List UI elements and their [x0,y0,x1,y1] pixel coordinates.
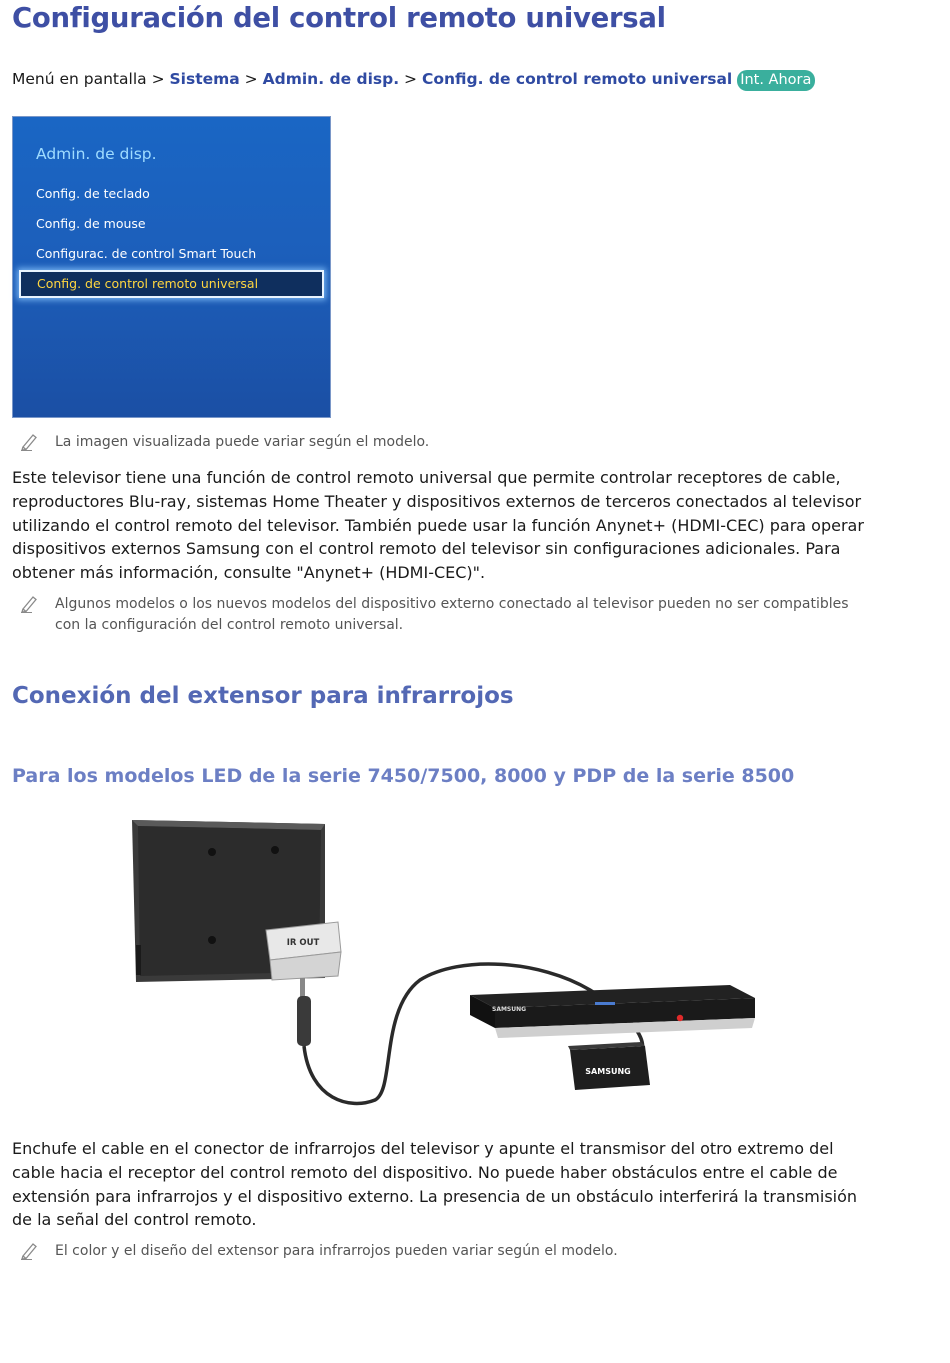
ir-out-label: IR OUT [286,938,320,948]
breadcrumb [12,68,815,91]
page-title: Configuración del control remoto universal [12,2,666,34]
tv-menu-title: Admin. de disp. [36,145,157,163]
breadcrumb-link-sistema[interactable]: Sistema [169,70,240,88]
external-device [470,985,755,1038]
breadcrumb-prefix: Menú en pantalla [12,70,147,88]
transmitter-brand-label: SAMSUNG [585,1067,631,1076]
section-title-ir-extender: Conexión del extensor para infrarrojos [12,683,514,709]
ir-transmitter [568,1042,650,1090]
breadcrumb-separator: > [244,70,258,88]
pencil-note-icon [20,1242,38,1260]
tv-menu-item-universal-remote-selected: Config. de control remoto universal [19,270,324,298]
tv-menu-item-mouse: Config. de mouse [36,216,146,231]
breadcrumb-link-universal-remote[interactable]: Config. de control remoto universal [421,70,733,88]
tv-menu-item-keyboard: Config. de teclado [36,186,150,201]
ir-extender-connection-illustration [120,810,770,1120]
intro-paragraph: Este televisor tiene una función de control remoto universal que permite controlar receptores de cable, reproductores Blu-ray, sistemas Home Theater y dispositivos externos de terceros conectados al televisor utilizando el control remoto del televisor. También puede usar la función Anynet+ (HDMI-CEC) para operar dispositivos externos Samsung con el control remoto del televisor sin configuraciones adicionales. Para obtener más información, consulte "Anynet+ (HDMI-CEC)". [12,468,864,583]
device-brand-label: SAMSUNG [492,1006,527,1013]
pencil-note-icon [20,433,38,451]
note-text: El color y el diseño del extensor para infrarrojos pueden variar según el modelo. [55,1243,618,1259]
pencil-note-icon [20,595,38,613]
tv-menu-item-smart-touch: Configurac. de control Smart Touch [36,246,257,261]
breadcrumb-separator: > [151,70,165,88]
subsection-title-led-models: Para los modelos LED de la serie 7450/7500, 8000 y PDP de la serie 8500 [12,765,795,787]
connection-paragraph: Enchufe el cable en el conector de infrarrojos del televisor y apunte el transmisor del otro extremo del cable hacia el receptor del control remoto del dispositivo. No puede haber obstáculos entre el cable de extensión para infrarrojos y el dispositivo externo. La presencia de un obstáculo interferirá la transmisión de la señal del control remoto. [12,1139,858,1230]
try-now-button[interactable]: Int. Ahora [737,70,815,91]
breadcrumb-link-admin[interactable]: Admin. de disp. [262,70,400,88]
tv-menu-screenshot [12,116,331,418]
note-text: Algunos modelos o los nuevos modelos del dispositivo externo conectado al televisor pueden no ser compatibles con la configuración del control remoto universal. [55,596,849,633]
ir-out-connector [266,922,341,980]
breadcrumb-separator: > [404,70,418,88]
note-text: La imagen visualizada puede variar según el modelo. [55,434,430,450]
